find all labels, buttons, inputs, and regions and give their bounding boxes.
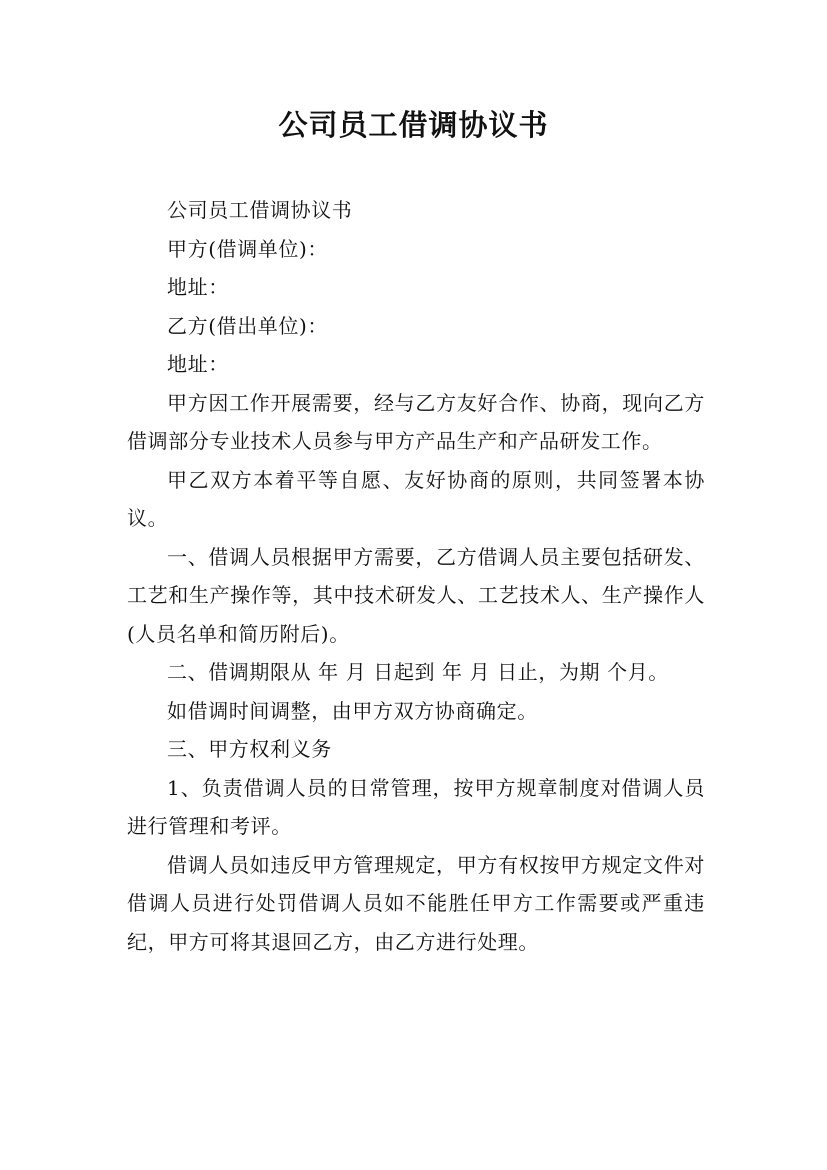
paragraph-party-a: 甲方(借调单位)： — [167, 236, 329, 261]
paragraph-purpose: 甲方因工作开展需要，经与乙方友好合作、协商，现向乙方借调部分专业技术人员参与甲方产品生产和产品研发工作。 — [127, 390, 705, 453]
paragraph-clause-1: 一、借调人员根据甲方需要，乙方借调人员主要包括研发、工艺和生产操作等，其中技术研发人、工艺技术人、生产操作人(人员名单和简历附后)。 — [127, 544, 705, 646]
paragraph-adjustment: 如借调时间调整，由甲方双方协商确定。 — [167, 698, 538, 723]
paragraph-party-b: 乙方(借出单位)： — [167, 313, 329, 338]
paragraph-party-b-address: 地址： — [167, 352, 229, 376]
document-title: 公司员工借调协议书 — [278, 108, 549, 142]
paragraph-principle: 甲乙双方本着平等自愿、友好协商的原则，共同签署本协议。 — [127, 467, 705, 530]
paragraph-clause-3-heading: 三、甲方权利义务 — [167, 737, 332, 761]
paragraph-heading: 公司员工借调协议书 — [167, 198, 353, 222]
paragraph-clause-3-1: 1、负责借调人员的日常管理，按甲方规章制度对借调人员进行管理和考评。 — [127, 775, 705, 838]
paragraph-clause-2: 二、借调期限从 年 月 日起到 年 月 日止，为期 个月。 — [167, 660, 669, 684]
paragraph-party-a-address: 地址： — [167, 275, 229, 299]
paragraph-penalty: 借调人员如违反甲方管理规定，甲方有权按甲方规定文件对借调人员进行处罚借调人员如不能胜任甲方工作需要或严重违纪，甲方可将其退回乙方，由乙方进行处理。 — [127, 852, 705, 954]
document-body — [127, 191, 705, 961]
